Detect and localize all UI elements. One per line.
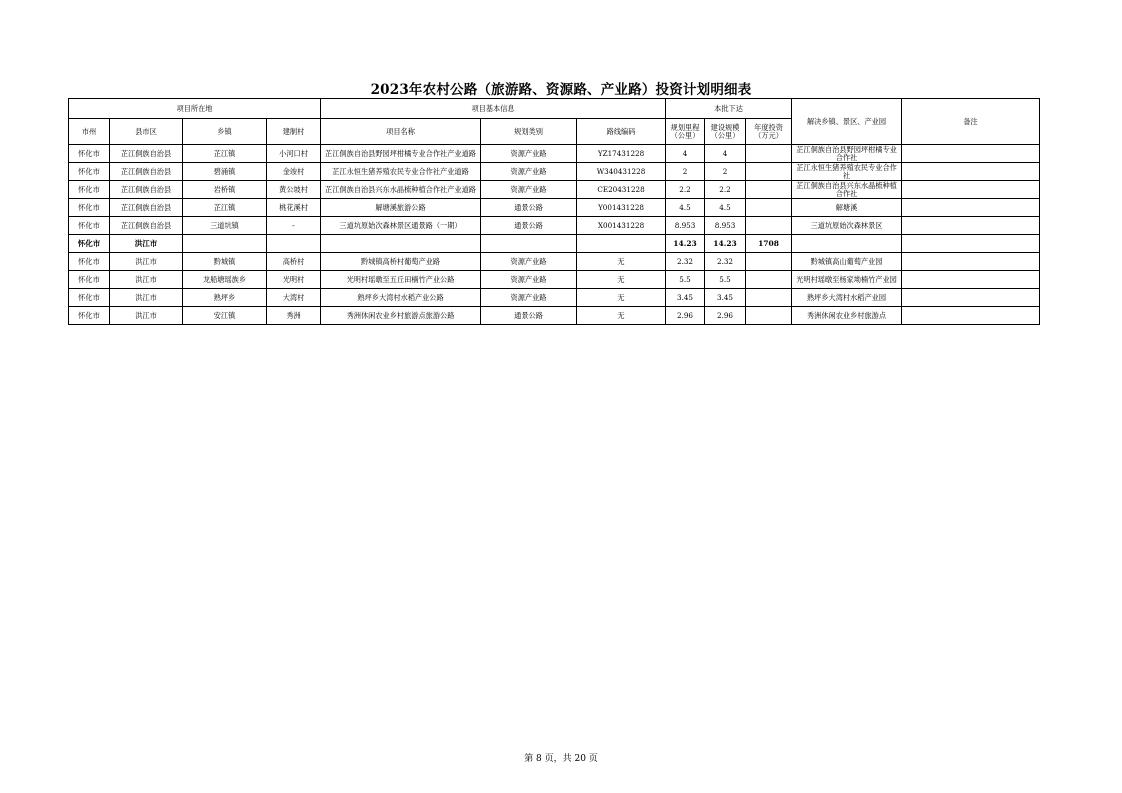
table-cell: 无 [577,289,666,307]
table-cell [902,145,1040,163]
group-header-row [69,99,1040,119]
table-cell: 黄公坡村 [267,181,321,199]
group-header-batch: 本批下达 [666,99,792,119]
investment-plan-table [68,98,1040,325]
column-header: 年度投资（万元） [746,119,792,145]
table-row [69,163,1040,181]
table-cell: 2.2 [666,181,705,199]
table-cell: 无 [577,271,666,289]
table-row [69,217,1040,235]
table-cell: 2 [666,163,705,181]
table-cell: 14.23 [666,235,705,253]
table-cell: 洪江市 [110,235,183,253]
table-cell: 芷江镇 [183,199,267,217]
table-cell: 光明村 [267,271,321,289]
table-cell: 金竣村 [267,163,321,181]
table-cell: 2 [705,163,746,181]
table-cell [183,235,267,253]
table-cell: 怀化市 [69,289,110,307]
table-cell: 5.5 [705,271,746,289]
table-cell: 怀化市 [69,217,110,235]
table-cell: - [267,217,321,235]
table-cell: 洪江市 [110,307,183,325]
table-cell: 秀洲 [267,307,321,325]
table-cell: 秀洲休闲农业乡村旅游点 [792,307,902,325]
column-header: 项目名称 [321,119,481,145]
table-cell: 资源产业路 [481,271,577,289]
table-cell: 芷江侗族自治县 [110,163,183,181]
table-cell: 芷江侗族自治县兴东水晶梳种植合作社产业道路 [321,181,481,199]
table-body-zhijiang [69,145,1040,235]
group-header-remark: 备注 [902,99,1040,145]
table-cell: 芷江侗族自治县 [110,181,183,199]
table-cell: 2.2 [705,181,746,199]
subtotal-row [69,235,1040,253]
column-header: 乡镇 [183,119,267,145]
table-cell: 2.96 [666,307,705,325]
table-cell: 芷江侗族自治县 [110,145,183,163]
table-cell [902,217,1040,235]
table-cell [746,199,792,217]
table-cell: 通景公路 [481,217,577,235]
table-cell: 芷江侗族自治县野园坪柑橘专业合作社产业道路 [321,145,481,163]
group-header-location: 项目所在地 [69,99,321,119]
table-cell [902,199,1040,217]
table-cell: 资源产业路 [481,181,577,199]
table-cell: 通景公路 [481,307,577,325]
table-cell: 安江镇 [183,307,267,325]
table-cell [746,271,792,289]
table-cell: 2.32 [705,253,746,271]
table-cell: 芷江永恒生猪养殖农民专业合作社 [792,163,902,181]
table-cell: 大湾村 [267,289,321,307]
table-cell [902,307,1040,325]
table-cell: 芷江永恒生猪养殖农民专业合作社产业道路 [321,163,481,181]
table-cell: 黔城镇 [183,253,267,271]
table-cell [902,253,1040,271]
table-cell: 三道坑镇 [183,217,267,235]
column-header: 县市区 [110,119,183,145]
table-cell: 熟坪乡大湾村水稻产业园 [792,289,902,307]
table-cell: 小河口村 [267,145,321,163]
table-cell: 8.953 [705,217,746,235]
table-cell: 8.953 [666,217,705,235]
table-cell: 怀化市 [69,235,110,253]
table-cell: 14.23 [705,235,746,253]
table-cell: W340431228 [577,163,666,181]
table-cell: 洪江市 [110,289,183,307]
table-cell: 岩桥镇 [183,181,267,199]
table-cell: 龙船塘瑶族乡 [183,271,267,289]
page-footer: 第 8 页，共 20 页 [524,754,598,764]
table-cell [746,289,792,307]
table-cell: 资源产业路 [481,253,577,271]
table-cell [902,289,1040,307]
table-row [69,199,1040,217]
table-cell [746,163,792,181]
table-cell: 资源产业路 [481,289,577,307]
table-row [69,307,1040,325]
table-cell: 碧涌镇 [183,163,267,181]
table-cell: CE20431228 [577,181,666,199]
column-header: 路线编码 [577,119,666,145]
table-cell [481,235,577,253]
table-cell [746,253,792,271]
table-cell: 芷江侗族自治县野园坪柑橘专业合作社 [792,145,902,163]
table-cell: 高桥村 [267,253,321,271]
table-cell [792,235,902,253]
table-row [69,271,1040,289]
table-cell [267,235,321,253]
group-header-basic: 项目基本信息 [321,99,666,119]
table-cell: 芷江侗族自治县 [110,199,183,217]
table-cell: 解塘溪 [792,199,902,217]
table-cell: 洪江市 [110,271,183,289]
table-cell: 芷江侗族自治县兴东水晶梳种植合作社 [792,181,902,199]
table-cell: 3.45 [666,289,705,307]
table-cell: 1708 [746,235,792,253]
table-cell [746,307,792,325]
table-cell [321,235,481,253]
table-cell: 5.5 [666,271,705,289]
table-cell: 怀化市 [69,163,110,181]
table-row [69,181,1040,199]
page-title: 2023年农村公路（旅游路、资源路、产业路）投资计划明细表 [370,82,752,98]
table-cell: 怀化市 [69,145,110,163]
table-cell [902,163,1040,181]
table-cell: 资源产业路 [481,163,577,181]
table-cell: 芷江侗族自治县 [110,217,183,235]
table-cell [902,235,1040,253]
table-cell: YZ17431228 [577,145,666,163]
table-cell [902,271,1040,289]
column-header: 建设规模（公里） [705,119,746,145]
table-cell: 通景公路 [481,199,577,217]
table-cell: 怀化市 [69,307,110,325]
table-cell: 4.5 [705,199,746,217]
table-cell: 无 [577,253,666,271]
table-cell: 洪江市 [110,253,183,271]
table-cell: 怀化市 [69,199,110,217]
table-cell: Y001431228 [577,199,666,217]
table-cell [746,181,792,199]
group-header-solve: 解决乡镇、景区、产业园 [792,99,902,145]
table-row [69,289,1040,307]
table-cell: 资源产业路 [481,145,577,163]
table-cell: 4 [666,145,705,163]
column-header: 建制村 [267,119,321,145]
table-cell: 熟坪乡大湾村水稻产业公路 [321,289,481,307]
table-cell [577,235,666,253]
table-cell: 黔城镇高桥村葡萄产业路 [321,253,481,271]
table-cell [902,181,1040,199]
table-cell: 无 [577,307,666,325]
column-header: 规划里程（公里） [666,119,705,145]
table-cell: 桃花溪村 [267,199,321,217]
table-cell: X001431228 [577,217,666,235]
table-cell [746,217,792,235]
table-cell: 3.45 [705,289,746,307]
table-body-hongjiang [69,253,1040,325]
table-cell [746,145,792,163]
table-cell: 熟坪乡 [183,289,267,307]
table-cell: 怀化市 [69,181,110,199]
table-cell: 光明村瑶暾至五丘田楠竹产业公路 [321,271,481,289]
table-cell: 2.96 [705,307,746,325]
column-header: 规划类别 [481,119,577,145]
table-cell: 光明村瑶暾至杨家坳楠竹产业园 [792,271,902,289]
table-cell: 三道坑原始次森林景区 [792,217,902,235]
table-cell: 2.32 [666,253,705,271]
table-cell: 芷江镇 [183,145,267,163]
table-row [69,145,1040,163]
column-header: 市州 [69,119,110,145]
table-cell: 黔城镇高山葡萄产业园 [792,253,902,271]
table-cell: 秀洲休闲农业乡村旅游点旅游公路 [321,307,481,325]
table-row [69,253,1040,271]
table-cell: 怀化市 [69,253,110,271]
table-cell: 4.5 [666,199,705,217]
table-cell: 4 [705,145,746,163]
table-cell: 三道坑原始次森林景区通景路（一期） [321,217,481,235]
table-cell: 怀化市 [69,271,110,289]
table-cell: 解塘溪旅游公路 [321,199,481,217]
